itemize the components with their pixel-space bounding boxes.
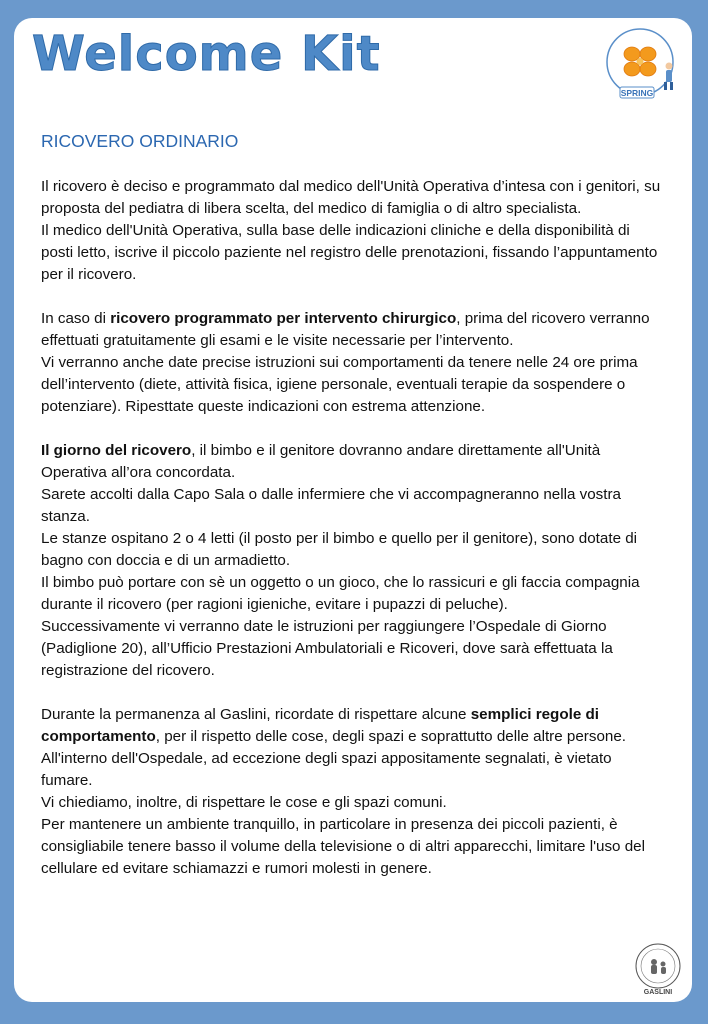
intro-line-2: Il medico dell'Unità Operativa, sulla base delle indicazioni cliniche e della disponibilità di posti letto, iscrive il piccolo paziente nel registro delle prenotazioni, fissando l’appuntamento per il ricovero. — [41, 222, 658, 283]
rules-line: All'interno dell'Ospedale, ad eccezione degli spazi appositamente segnalati, è vietato fumare. — [41, 750, 612, 789]
admission-line: Successivamente vi verranno date le istruzioni per raggiungere l’Ospedale di Giorno (Padiglione 20), all’Ufficio Prestazioni Ambulatoriali e Ricoveri, dove sarà effettuata la registrazione del ricovero. — [41, 618, 613, 679]
section-heading: RICOVERO ORDINARIO — [41, 131, 239, 151]
surgery-lead-post: , prima del ricovero verranno effettuati gratuitamente gli esami e le visite necessarie per l’intervento. — [41, 310, 650, 349]
document-body — [41, 130, 666, 902]
surgery-lead — [41, 308, 666, 352]
admission-lead-bold: Il giorno del ricovero — [41, 442, 192, 459]
rules-line: Per mantenere un ambiente tranquillo, in particolare in presenza dei piccoli pazienti, è consigliabile tenere basso il volume della televisione o di altri apparecchi, limitare l'uso del cellulare ed evitare schiamazzi e rumori molesti in genere. — [41, 816, 645, 877]
surgery-lead-pre: In caso di — [41, 310, 111, 327]
page-card — [14, 18, 692, 1002]
surgery-lead-bold: ricovero programmato per intervento chirurgico — [110, 310, 457, 327]
paragraph-rules — [41, 704, 666, 880]
svg-text:GASLINI: GASLINI — [643, 989, 673, 996]
spring-logo — [604, 24, 682, 104]
paragraph-admission-day — [41, 440, 666, 682]
surgery-rest: Vi verranno anche date precise istruzioni sui comportamenti da tenere nelle 24 ore prima dell’intervento (diete, attività fisica, igiene personale, eventuali terapie da sospendere o potenziare). Ripesttate queste indicazioni con estrema attenzione. — [41, 354, 638, 415]
rules-lead-pre: Durante la permanenza al Gaslini, ricordate di rispettare alcune — [41, 706, 471, 723]
gaslini-logo — [630, 940, 686, 996]
admission-lead-post: , il bimbo e il genitore dovranno andare direttamente all'Unità Operativa all’ora concordata. — [41, 442, 601, 481]
rules-lead-bold: semplici regole di comportamento — [41, 706, 599, 745]
admission-line: Le stanze ospitano 2 o 4 letti (il posto per il bimbo e quello per il genitore), sono dotate di bagno con doccia e di un armadietto. — [41, 530, 638, 569]
page-title: Welcome Kit — [32, 26, 381, 82]
admission-line: Il bimbo può portare con sè un oggetto o un gioco, che lo rassicuri e gli faccia compagnia durante il ricovero (per ragioni igieniche, evitare i pupazzi di peluche). — [41, 574, 640, 613]
paragraph-surgery — [41, 308, 666, 418]
rules-line: Vi chiediamo, inoltre, di rispettare le cose e gli spazi comuni. — [41, 794, 447, 811]
admission-line: Sarete accolti dalla Capo Sala o dalle infermiere che vi accompagneranno nella vostra stanza. — [41, 486, 621, 525]
intro-line-1: Il ricovero è deciso e programmato dal medico dell'Unità Operativa d’intesa con i genitori, su proposta del pediatra di libera scelta, del medico di famiglia o di altro specialista. — [41, 178, 661, 217]
rules-lead — [41, 704, 666, 748]
admission-lead — [41, 440, 666, 484]
paragraph-intro — [41, 176, 666, 286]
rules-lead-post: , per il rispetto delle cose, degli spazi e soprattutto delle altre persone. — [155, 728, 626, 745]
svg-text:SPRING: SPRING — [620, 88, 654, 98]
